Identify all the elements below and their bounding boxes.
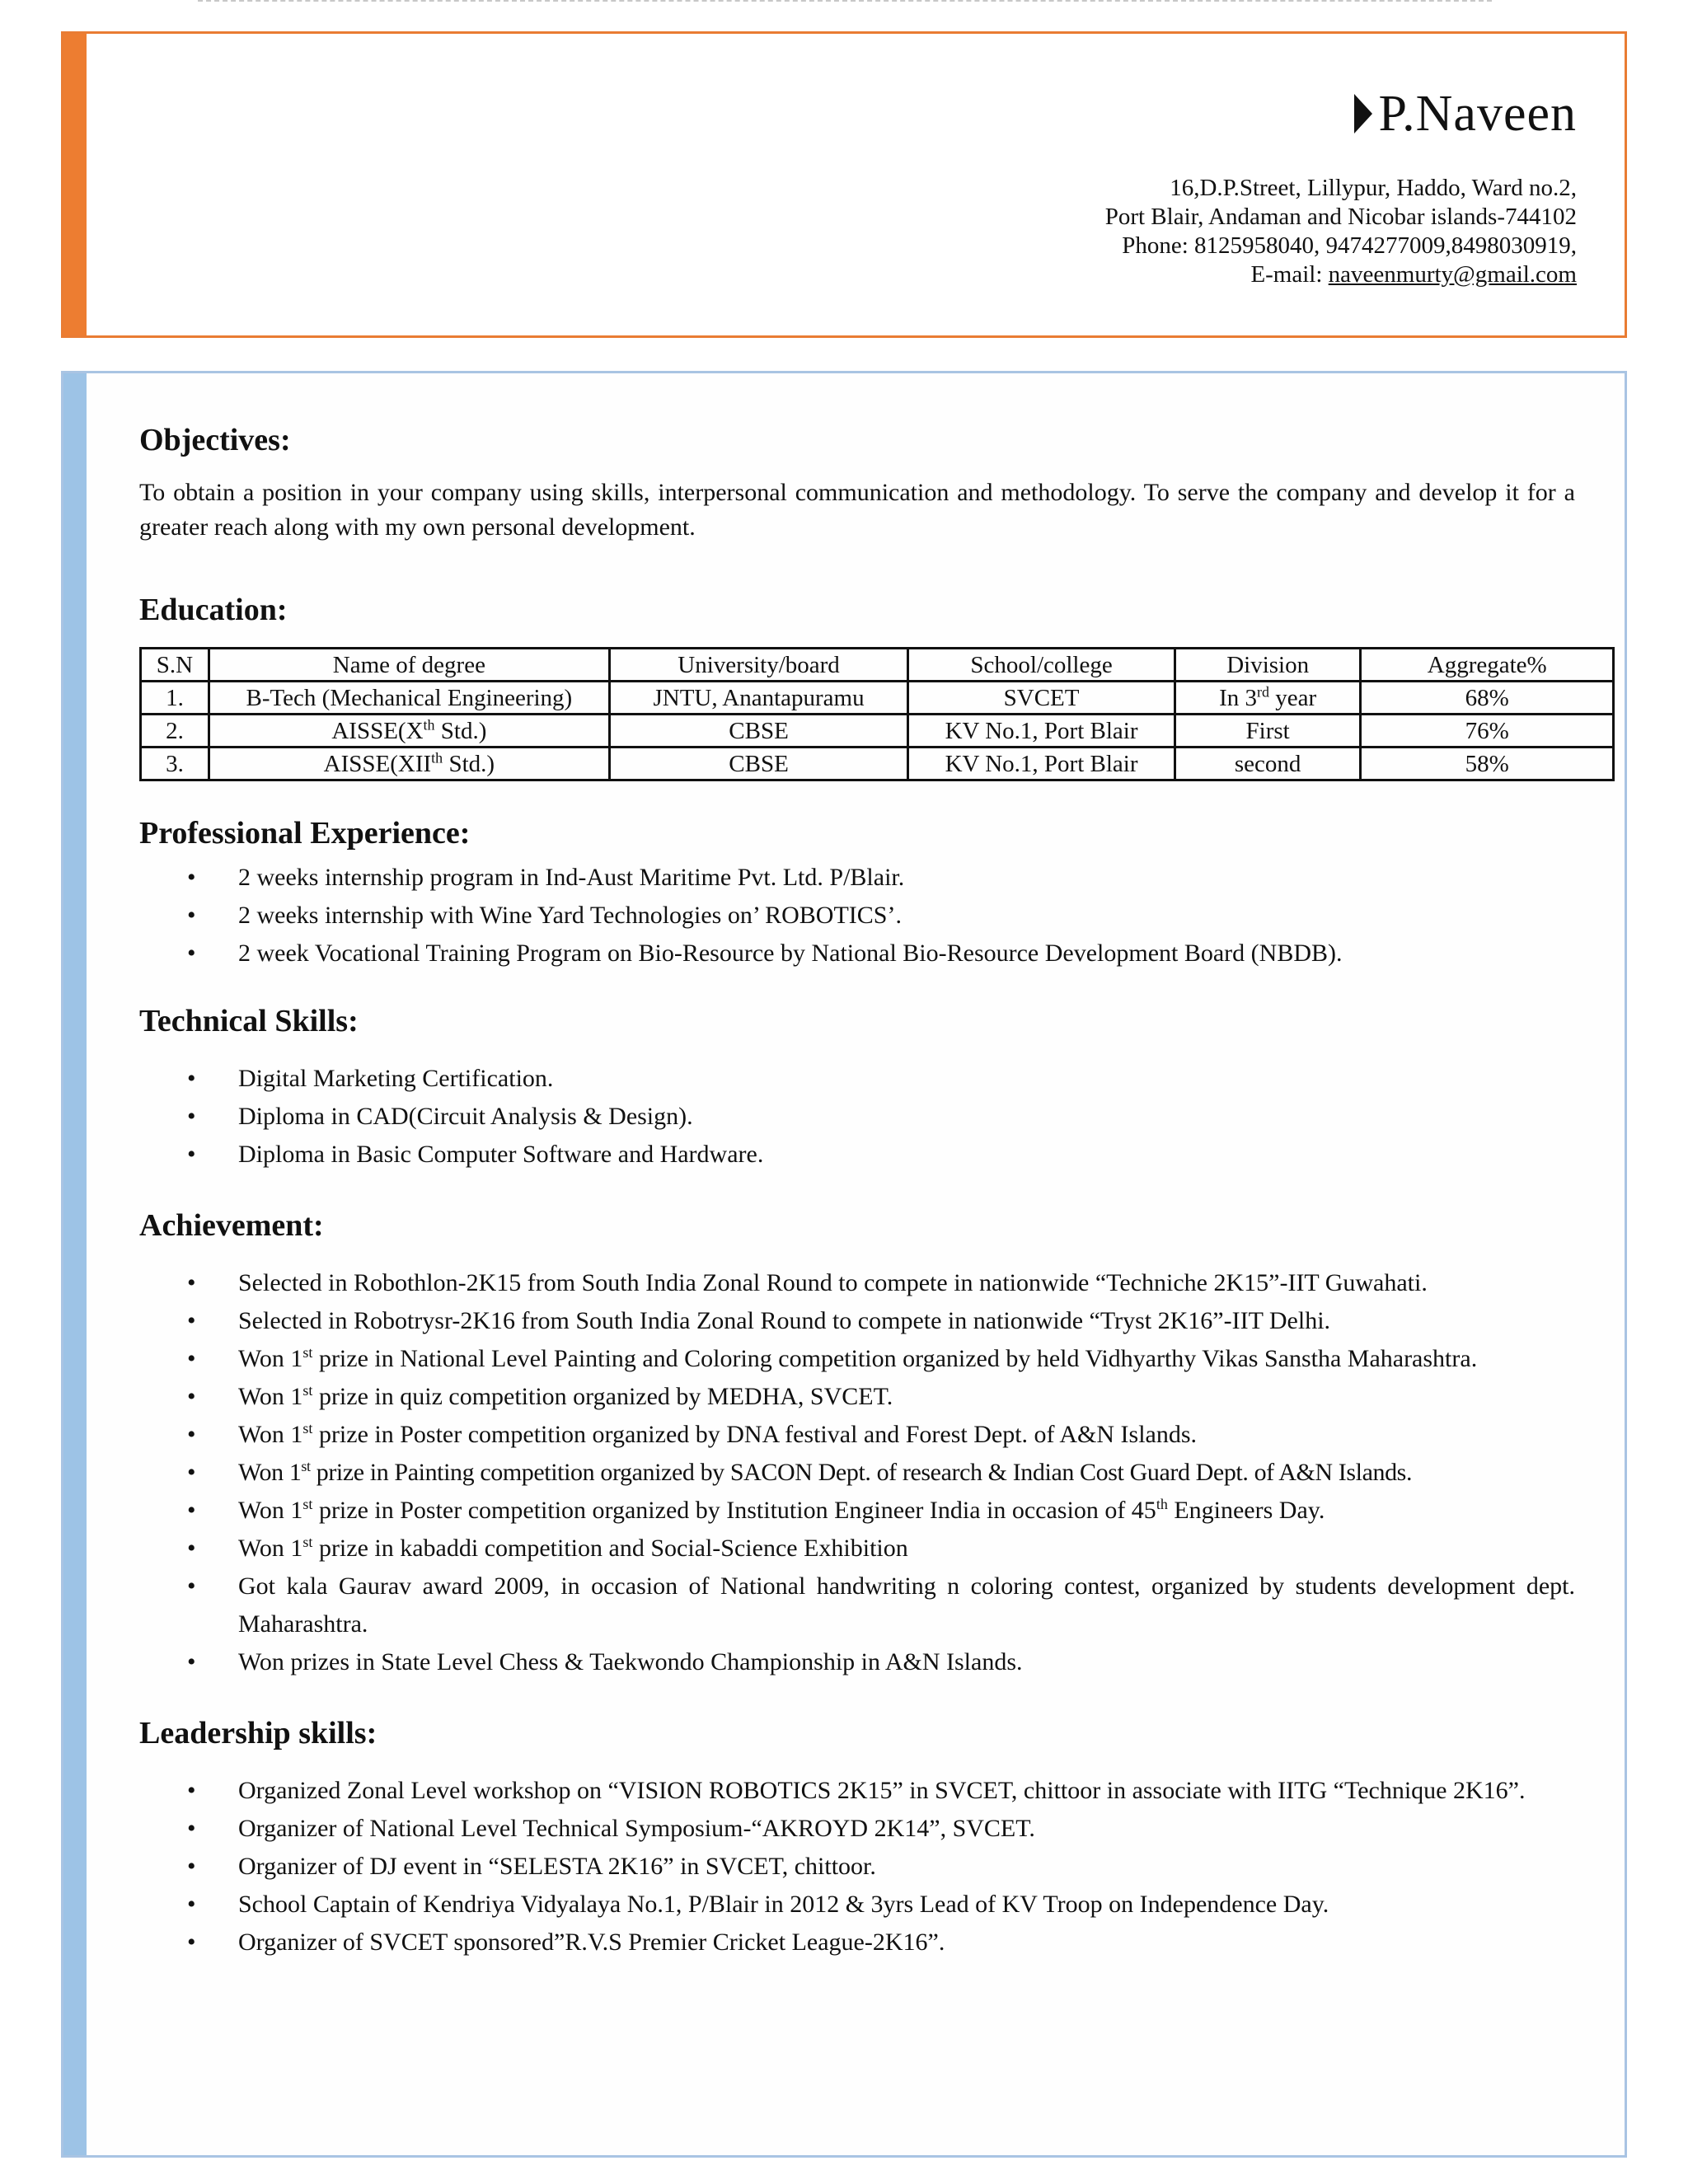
triangle-arrow-icon <box>1354 94 1372 134</box>
cell-division: second <box>1175 748 1361 780</box>
achievement-heading: Achievement: <box>139 1208 324 1243</box>
cell-degree: AISSE(Xth Std.) <box>209 715 609 748</box>
list-item: • Diploma in Basic Computer Software and Hardware. <box>139 1136 1575 1174</box>
email-label: E-mail: <box>1250 261 1323 288</box>
list-item: • School Captain of Kendriya Vidyalaya No.1, P/Blair in 2012 & 3yrs Lead of KV Troop on Independence Day. <box>139 1886 1575 1924</box>
achievement-list <box>139 1264 1575 1681</box>
cell-board: JNTU, Anantapuramu <box>609 682 907 715</box>
technical-skills-list <box>139 1060 1575 1174</box>
resume-content <box>139 421 1575 1961</box>
list-item: • Organizer of National Level Technical Symposium-“AKROYD 2K14”, SVCET. <box>139 1810 1575 1848</box>
cell-sn: 1. <box>141 682 209 715</box>
cell-school: SVCET <box>908 682 1175 715</box>
table-row <box>141 682 1614 715</box>
list-item: • Diploma in CAD(Circuit Analysis & Design). <box>139 1098 1575 1136</box>
cell-division: First <box>1175 715 1361 748</box>
list-item: • Won 1st prize in kabaddi competition and Social-Science Exhibition <box>139 1530 1575 1568</box>
table-header-cell: S.N <box>141 649 209 682</box>
cell-board: CBSE <box>609 748 907 780</box>
table-header-cell: Aggregate% <box>1361 649 1614 682</box>
cell-board: CBSE <box>609 715 907 748</box>
list-item: • Won 1st prize in Poster competition organized by DNA festival and Forest Dept. of A&N Islands. <box>139 1416 1575 1454</box>
cell-sn: 2. <box>141 715 209 748</box>
email-link[interactable]: naveenmurty@gmail.com <box>1328 261 1577 288</box>
main-accent-bar <box>63 373 87 2155</box>
technical-skills-heading: Technical Skills: <box>139 1004 359 1038</box>
education-heading: Education: <box>139 593 288 627</box>
table-header-row <box>141 649 1614 682</box>
cell-school: KV No.1, Port Blair <box>908 748 1175 780</box>
address-line-1: 16,D.P.Street, Lillypur, Haddo, Ward no.2, <box>1170 175 1577 201</box>
main-content-box <box>61 371 1627 2158</box>
list-item: • Got kala Gaurav award 2009, in occasion of National handwriting n coloring contest, organized by students development dept. Maharashtra. <box>139 1568 1575 1643</box>
cell-degree: B-Tech (Mechanical Engineering) <box>209 682 609 715</box>
leadership-skills-heading: Leadership skills: <box>139 1716 377 1750</box>
objectives-heading: Objectives: <box>139 423 291 457</box>
header-box <box>61 31 1627 338</box>
list-item: • Won 1st prize in National Level Painting and Coloring competition organized by held Vidhyarthy Vikas Sanstha Maharashtra. <box>139 1340 1575 1378</box>
cell-aggregate: 76% <box>1361 715 1614 748</box>
list-item: • Won prizes in State Level Chess & Taekwondo Championship in A&N Islands. <box>139 1643 1575 1681</box>
candidate-name: P.Naveen <box>1378 86 1577 142</box>
table-header-cell: University/board <box>609 649 907 682</box>
email-line <box>1105 260 1577 289</box>
list-item: • Won 1st prize in Painting competition organized by SACON Dept. of research & Indian Cost Guard Dept. of A&N Islands. <box>139 1454 1575 1492</box>
phone-line: Phone: 8125958040, 9474277009,8498030919, <box>1122 232 1577 259</box>
table-row <box>141 748 1614 780</box>
table-header-cell: School/college <box>908 649 1175 682</box>
list-item: • 2 week Vocational Training Program on Bio-Resource by National Bio-Resource Development Board (NBDB). <box>139 935 1575 972</box>
list-item: • 2 weeks internship program in Ind-Aust Maritime Pvt. Ltd. P/Blair. <box>139 859 1575 897</box>
cell-division: In 3rd year <box>1175 682 1361 715</box>
cell-aggregate: 68% <box>1361 682 1614 715</box>
education-table <box>139 647 1615 781</box>
table-header-cell: Name of degree <box>209 649 609 682</box>
list-item: • Won 1st prize in Poster competition organized by Institution Engineer India in occasion of 45th Engineers Day. <box>139 1492 1575 1530</box>
cell-school: KV No.1, Port Blair <box>908 715 1175 748</box>
cell-aggregate: 58% <box>1361 748 1614 780</box>
list-item: • 2 weeks internship with Wine Yard Technologies on’ ROBOTICS’. <box>139 897 1575 935</box>
professional-experience-list <box>139 859 1575 972</box>
leadership-skills-list <box>139 1772 1575 1961</box>
name-line <box>1354 86 1577 142</box>
list-item: • Digital Marketing Certification. <box>139 1060 1575 1098</box>
list-item: • Organized Zonal Level workshop on “VISION ROBOTICS 2K15” in SVCET, chittoor in associate with IITG “Technique 2K16”. <box>139 1772 1575 1810</box>
contact-block <box>1105 174 1577 289</box>
table-row <box>141 715 1614 748</box>
cell-degree: AISSE(XIIth Std.) <box>209 748 609 780</box>
list-item: • Organizer of SVCET sponsored”R.V.S Premier Cricket League-2K16”. <box>139 1924 1575 1961</box>
professional-experience-heading: Professional Experience: <box>139 816 471 851</box>
list-item: • Won 1st prize in quiz competition organized by MEDHA, SVCET. <box>139 1378 1575 1416</box>
list-item: • Organizer of DJ event in “SELESTA 2K16” in SVCET, chittoor. <box>139 1848 1575 1886</box>
list-item: • Selected in Robotrysr-2K16 from South India Zonal Round to compete in nationwide “Tryst 2K16”-IIT Delhi. <box>139 1302 1575 1340</box>
table-header-cell: Division <box>1175 649 1361 682</box>
objectives-text: To obtain a position in your company using skills, interpersonal communication and methodology. To serve the company and develop it for a greater reach along with my own personal development. <box>139 479 1575 541</box>
page-top-dashed-line <box>198 0 1492 2</box>
header-accent-bar <box>63 34 87 335</box>
cell-sn: 3. <box>141 748 209 780</box>
list-item: • Selected in Robothlon-2K15 from South India Zonal Round to compete in nationwide “Techniche 2K15”-IIT Guwahati. <box>139 1264 1575 1302</box>
address-line-2: Port Blair, Andaman and Nicobar islands-744102 <box>1104 204 1577 230</box>
